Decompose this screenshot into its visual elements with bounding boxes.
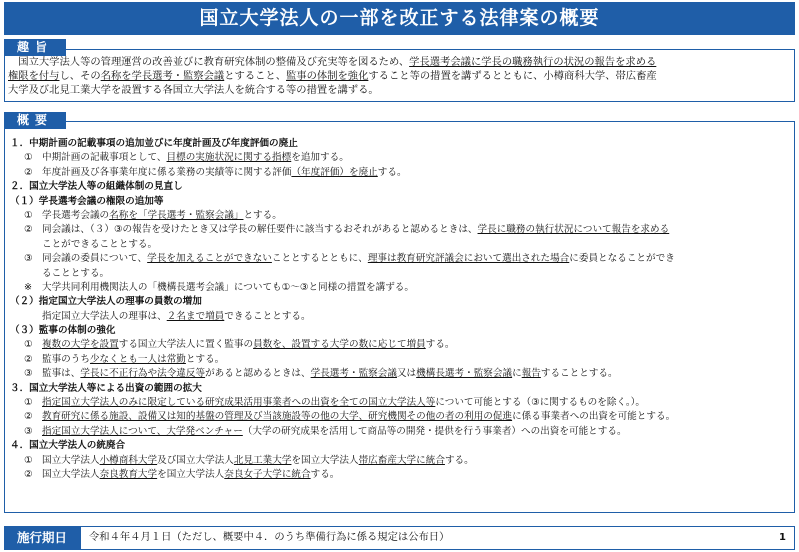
underlined-text: 目標の実施状況に関する指標: [166, 152, 292, 164]
underlined-text: 名称を学長選考・監察会議: [100, 70, 225, 82]
underlined-text: 小樽商科大学: [99, 454, 158, 466]
shushi-line: [8, 55, 792, 69]
item-number: ②: [24, 224, 33, 236]
text-segment: ることとする。: [42, 267, 110, 279]
underlined-text: 少なくとも一人は常勤: [89, 353, 186, 365]
shushi-label: 趣旨: [4, 39, 66, 56]
item-number: ②: [24, 166, 33, 178]
list-item: [10, 410, 790, 424]
underlined-text: 北見工業大学: [233, 454, 292, 466]
item-number: ③: [24, 253, 33, 265]
text-segment: 同会議は、（３）③の報告を受けたとき又は学長の解任要件に該当するおそれがあると認めるときは、: [42, 224, 478, 236]
underlined-text: 監事の体制を強化: [286, 70, 369, 82]
underlined-text: 学長選考会議に学長の職務執行の状況の報告を求める: [409, 56, 657, 68]
list-item: [10, 425, 790, 439]
text-segment: １．中期計画の記載事項の追加並びに年度計画及び年度評価の廃止: [10, 138, 298, 149]
section-heading: [10, 439, 790, 453]
text-segment: する国立大学法人に置く監事の: [118, 339, 254, 351]
gaiyo-label: 概要: [4, 112, 66, 129]
text-segment: ３．国立大学法人等による出資の範囲の拡大: [10, 382, 202, 394]
text-segment: とする。: [185, 353, 225, 365]
list-item: [10, 281, 790, 295]
item-number: ②: [24, 353, 33, 365]
page-title: 国立大学法人の一部を改正する法律案の概要: [4, 2, 795, 35]
item-number: ②: [24, 411, 33, 423]
text-segment: する。: [425, 339, 455, 351]
text-segment: とすること、: [224, 70, 287, 82]
subsection-heading: [10, 295, 790, 309]
text-segment: できることとする。: [224, 310, 311, 322]
text-segment: 監事は、: [42, 368, 81, 380]
page-number: 1: [779, 532, 786, 543]
text-segment: 同会議の委員について、: [42, 253, 148, 265]
text-segment: 国立大学法人: [42, 454, 100, 466]
section-heading: [10, 137, 790, 151]
shikou-box: [80, 526, 795, 550]
text-segment: 年度計画及び各事業年度に係る業務の実績等に関する評価: [42, 166, 292, 178]
list-item: [10, 209, 790, 223]
underlined-text: 学長に不正行為や法令違反等: [80, 368, 206, 380]
list-item: [10, 151, 790, 165]
text-segment: （１）学長選考会議の権限の追加等: [10, 195, 164, 207]
text-segment: について可能とする（③に関するものを除く。）。: [435, 397, 646, 409]
text-segment: ２．国立大学法人等の組織体制の見直し: [10, 181, 183, 193]
text-segment: に係る事業者への出資を可能とする。: [512, 411, 676, 423]
list-item: [10, 252, 790, 266]
text-segment: することとする。: [540, 368, 618, 380]
item-number: ①: [24, 454, 33, 466]
list-item: [10, 223, 790, 237]
underlined-text: 学長に職務の執行状況について報告を求める: [477, 224, 670, 236]
underlined-text: 利用の促進: [464, 411, 513, 423]
section-heading: [10, 180, 790, 194]
underlined-text: 名称を「学長選考・監察会議」: [109, 209, 244, 221]
text-segment: ４．国立大学法人の統廃合: [10, 440, 126, 452]
text-segment: すること等の措置を講ずるとともに、小樽商科大学、帯広畜産: [368, 70, 657, 82]
underlined-text: 員数を、設置する大学の数に応じて増員: [253, 339, 426, 351]
list-item: [10, 267, 790, 281]
item-number: ①: [24, 209, 33, 221]
text-segment: 国立大学法人等の管理運営の改善並びに教育研究体制の整備及び充実等を図るため、: [8, 56, 410, 68]
underlined-text: 指定国立大学法人について、大学発ベンチャー: [42, 425, 243, 437]
text-segment: とする。: [243, 209, 282, 221]
underlined-text: 理事は教育研究評議会において選出された場合: [367, 253, 570, 265]
text-segment: があると認めるときは、: [205, 368, 311, 380]
shushi-text: [8, 55, 792, 97]
underlined-text: （年度評価）を廃止: [291, 166, 378, 178]
underlined-text: 奈良女子大学に統合: [224, 468, 311, 480]
text-segment: を追加する。: [291, 152, 349, 164]
underlined-text: 複数の大学を設置: [42, 339, 119, 351]
shikou-label: 施行期日: [4, 526, 80, 550]
text-segment: 中期計画の記載事項として、: [42, 152, 167, 164]
text-segment: 大学共同利用機関法人の「機構長選考会議」についても①～③と同様の措置を講ずる。: [42, 281, 414, 293]
text-segment: する。: [310, 468, 340, 480]
list-item: [10, 353, 790, 367]
underlined-text: 権限を付与: [8, 70, 60, 82]
list-item: [10, 166, 790, 180]
text-segment: を国立大学法人: [157, 468, 225, 480]
text-segment: に委員となることができ: [569, 253, 675, 265]
underlined-text: 奈良教育大学: [99, 468, 158, 480]
text-segment: し、その: [59, 70, 101, 82]
text-segment: を国立大学法人: [291, 454, 359, 466]
item-number: ①: [24, 152, 33, 164]
list-item: [10, 310, 790, 324]
section-heading: [10, 382, 790, 396]
subsection-heading: [10, 324, 790, 338]
item-number: ②: [24, 468, 33, 480]
list-item: [10, 396, 790, 410]
shushi-line: [8, 83, 792, 97]
underlined-text: 報告: [521, 368, 541, 380]
shikou-text: 令和４年４月１日（ただし、概要中４．のうち準備行為に係る規定は公布日）: [89, 531, 450, 543]
text-segment: 又は: [396, 368, 417, 380]
text-segment: 国立大学法人: [42, 468, 100, 480]
text-segment: する。: [444, 454, 474, 466]
underlined-text: ２名まで増員: [166, 310, 225, 322]
list-item: [10, 468, 790, 482]
item-number: ③: [24, 425, 33, 437]
underlined-text: 帯広畜産大学に統合: [358, 454, 445, 466]
underlined-text: 機構長選考・監察会議: [416, 368, 513, 380]
list-item: [10, 238, 790, 252]
list-item: [10, 367, 790, 381]
text-segment: 監事のうち: [42, 353, 90, 365]
text-segment: （大学の研究成果を活用して商品等の開発・提供を行う事業者）への出資を可能とする。: [242, 425, 627, 437]
underlined-text: 指定国立大学法人のみに限定している研究成果活用事業者への出資を全ての国立大学法人等: [42, 397, 436, 409]
underlined-text: 学長を加えることができない: [147, 253, 272, 265]
underlined-text: 教育研究に係る施設、設備又は知的基盤の管理及び当該施設等の他の大学、研究機関その他の者の: [42, 411, 465, 423]
text-segment: 学長選考会議の: [42, 209, 110, 221]
item-number: ①: [24, 397, 33, 409]
underlined-text: 学長選考・監察会議: [310, 368, 397, 380]
text-segment: 及び国立大学法人: [157, 454, 234, 466]
gaiyo-body: [10, 137, 790, 482]
list-item: [10, 454, 790, 468]
text-segment: こととするとともに、: [271, 253, 368, 265]
subsection-heading: [10, 195, 790, 209]
text-segment: （３）監事の体制の強化: [10, 325, 116, 337]
item-number: ①: [24, 339, 33, 351]
text-segment: （２）指定国立大学法人の理事の員数の増加: [10, 296, 202, 308]
list-item: [10, 338, 790, 352]
text-segment: ことができることとする。: [42, 238, 158, 250]
text-segment: する。: [377, 166, 407, 178]
text-segment: 大学及び北見工業大学を設置する各国立大学法人を統合する等の措置を講ずる。: [8, 84, 379, 96]
text-segment: 指定国立大学法人の理事は、: [42, 310, 167, 322]
item-number: ③: [24, 368, 33, 380]
item-number: ※: [24, 281, 33, 293]
shushi-line: [8, 69, 792, 83]
text-segment: に: [512, 368, 522, 380]
